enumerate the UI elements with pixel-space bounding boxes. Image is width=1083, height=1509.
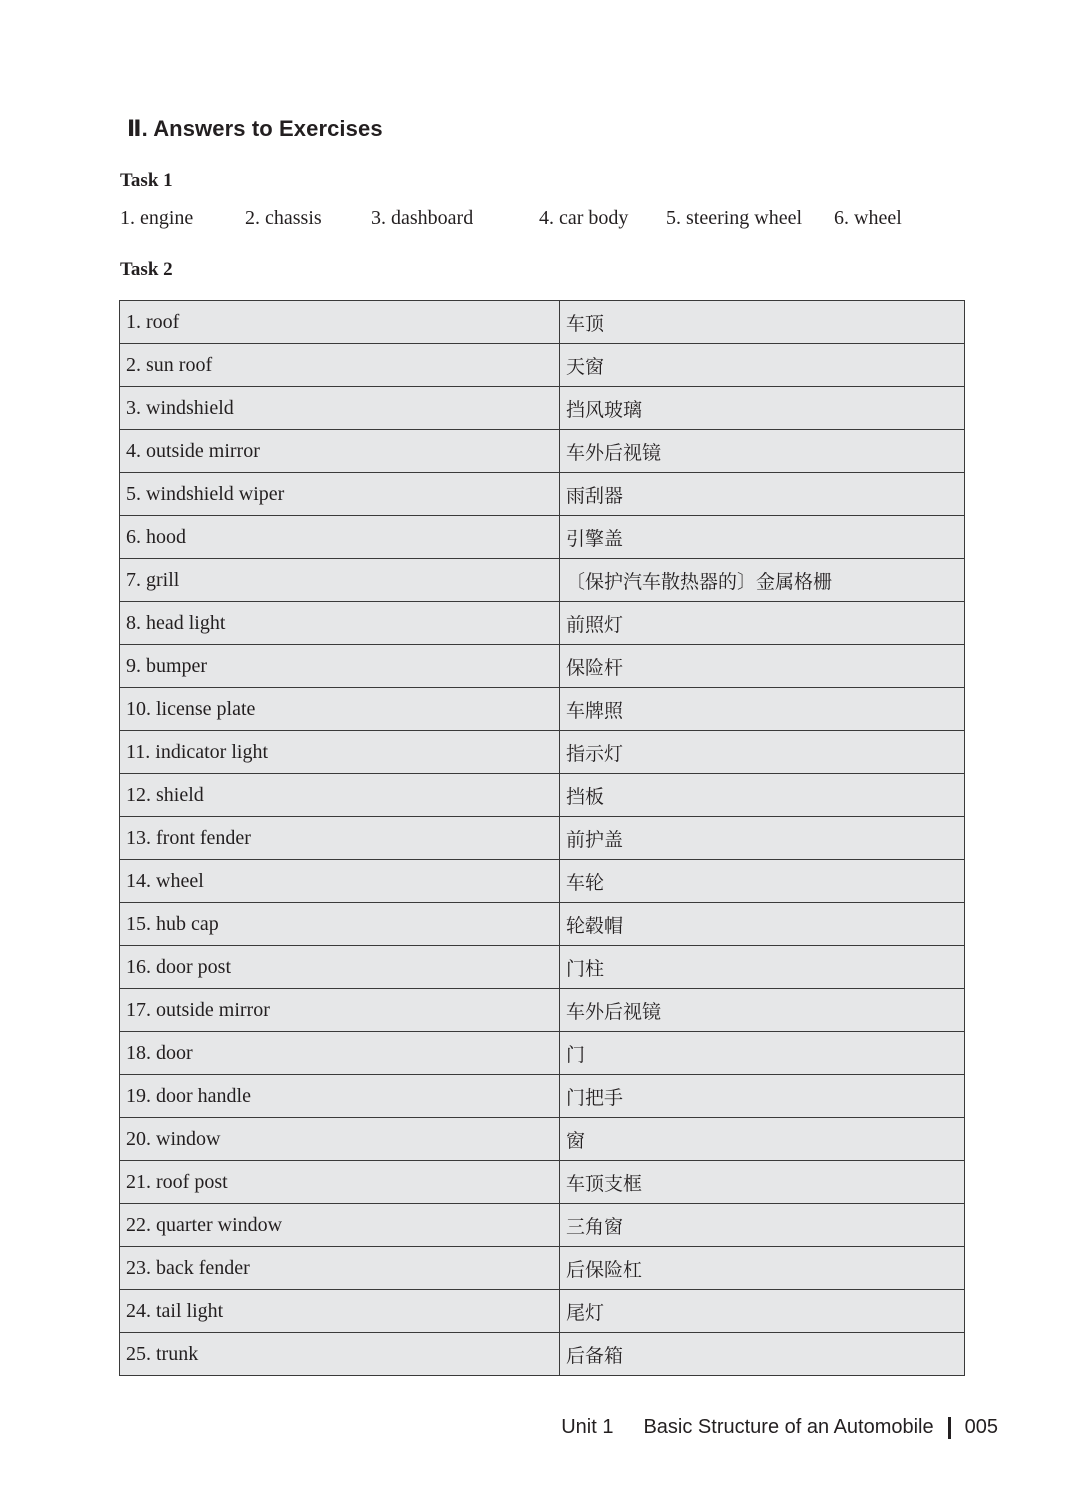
table-row — [120, 774, 965, 817]
english-term: 13. front fender — [120, 817, 560, 860]
task1-answers — [0, 207, 1083, 235]
table-row — [120, 1075, 965, 1118]
chinese-term: 挡板 — [560, 774, 965, 817]
footer-unit: Unit 1 — [561, 1416, 614, 1438]
english-term: 16. door post — [120, 946, 560, 989]
page-footer — [561, 1416, 998, 1439]
chinese-term: 挡风玻璃 — [560, 387, 965, 430]
table-row — [120, 1161, 965, 1204]
chinese-term: 天窗 — [560, 344, 965, 387]
table-row — [120, 1290, 965, 1333]
task1-heading: Task 1 — [120, 170, 173, 191]
english-term: 8. head light — [120, 602, 560, 645]
table-row — [120, 817, 965, 860]
task1-answer: 2. chassis — [245, 207, 322, 229]
table-row — [120, 387, 965, 430]
table-row — [120, 1333, 965, 1376]
chinese-term: 车顶支框 — [560, 1161, 965, 1204]
table-row — [120, 1032, 965, 1075]
table-row — [120, 344, 965, 387]
chinese-term: 尾灯 — [560, 1290, 965, 1333]
english-term: 20. window — [120, 1118, 560, 1161]
english-term: 25. trunk — [120, 1333, 560, 1376]
table-row — [120, 516, 965, 559]
english-term: 5. windshield wiper — [120, 473, 560, 516]
table-row — [120, 731, 965, 774]
english-term: 18. door — [120, 1032, 560, 1075]
chinese-term: 窗 — [560, 1118, 965, 1161]
task1-answer: 6. wheel — [834, 207, 902, 229]
section-title: Ⅱ. Answers to Exercises — [127, 116, 383, 141]
chinese-term: 指示灯 — [560, 731, 965, 774]
english-term: 3. windshield — [120, 387, 560, 430]
chinese-term: 轮毂帽 — [560, 903, 965, 946]
vocabulary-table — [119, 300, 965, 1376]
table-row — [120, 1118, 965, 1161]
table-row — [120, 1247, 965, 1290]
table-row — [120, 903, 965, 946]
english-term: 12. shield — [120, 774, 560, 817]
english-term: 23. back fender — [120, 1247, 560, 1290]
english-term: 24. tail light — [120, 1290, 560, 1333]
task1-answer: 1. engine — [120, 207, 194, 229]
chinese-term: 车轮 — [560, 860, 965, 903]
chinese-term: 后保险杠 — [560, 1247, 965, 1290]
english-term: 7. grill — [120, 559, 560, 602]
table-row — [120, 301, 965, 344]
task2-heading: Task 2 — [120, 259, 173, 280]
table-row — [120, 946, 965, 989]
page-number: 005 — [964, 1416, 998, 1438]
table-row — [120, 473, 965, 516]
english-term: 19. door handle — [120, 1075, 560, 1118]
chinese-term: 门柱 — [560, 946, 965, 989]
english-term: 6. hood — [120, 516, 560, 559]
english-term: 9. bumper — [120, 645, 560, 688]
chinese-term: 车牌照 — [560, 688, 965, 731]
chinese-term: 门 — [560, 1032, 965, 1075]
footer-title: Basic Structure of an Automobile — [643, 1416, 934, 1438]
chinese-term: 后备箱 — [560, 1333, 965, 1376]
footer-divider — [948, 1417, 951, 1439]
vocabulary-table-body — [120, 301, 965, 1376]
english-term: 21. roof post — [120, 1161, 560, 1204]
table-row — [120, 688, 965, 731]
chinese-term: 前护盖 — [560, 817, 965, 860]
english-term: 17. outside mirror — [120, 989, 560, 1032]
chinese-term: 车外后视镜 — [560, 989, 965, 1032]
english-term: 1. roof — [120, 301, 560, 344]
table-row — [120, 860, 965, 903]
chinese-term: 保险杆 — [560, 645, 965, 688]
table-row — [120, 645, 965, 688]
table-row — [120, 602, 965, 645]
chinese-term: 引擎盖 — [560, 516, 965, 559]
english-term: 22. quarter window — [120, 1204, 560, 1247]
chinese-term: 车外后视镜 — [560, 430, 965, 473]
table-row — [120, 559, 965, 602]
chinese-term: 雨刮器 — [560, 473, 965, 516]
chinese-term: 门把手 — [560, 1075, 965, 1118]
english-term: 15. hub cap — [120, 903, 560, 946]
chinese-term: 前照灯 — [560, 602, 965, 645]
table-row — [120, 989, 965, 1032]
chinese-term: 〔保护汽车散热器的〕金属格栅 — [560, 559, 965, 602]
english-term: 4. outside mirror — [120, 430, 560, 473]
english-term: 14. wheel — [120, 860, 560, 903]
english-term: 11. indicator light — [120, 731, 560, 774]
table-row — [120, 1204, 965, 1247]
task1-answer: 4. car body — [539, 207, 629, 229]
english-term: 10. license plate — [120, 688, 560, 731]
chinese-term: 车顶 — [560, 301, 965, 344]
task1-answer: 5. steering wheel — [666, 207, 803, 229]
task1-answer: 3. dashboard — [371, 207, 474, 229]
english-term: 2. sun roof — [120, 344, 560, 387]
table-row — [120, 430, 965, 473]
chinese-term: 三角窗 — [560, 1204, 965, 1247]
